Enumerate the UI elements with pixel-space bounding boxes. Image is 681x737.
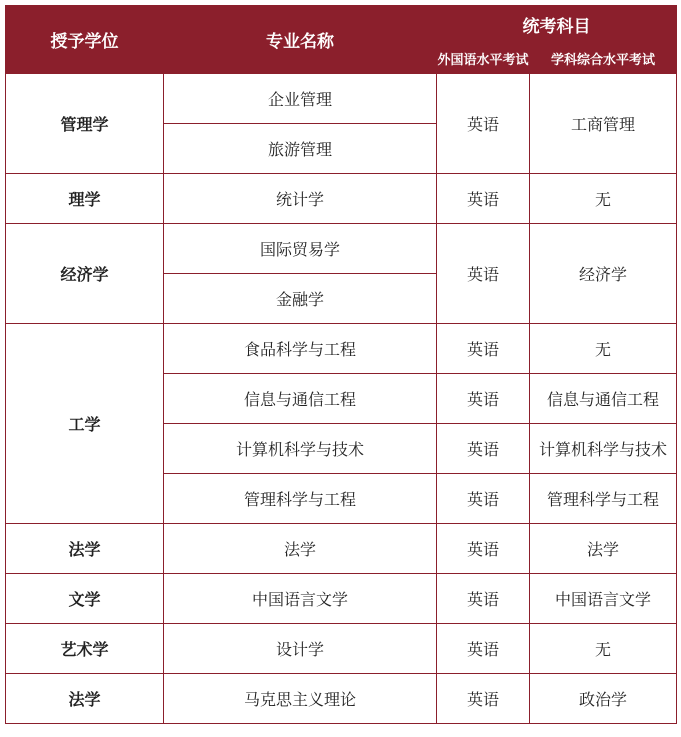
comprehensive-cell: 信息与通信工程 bbox=[530, 374, 677, 424]
header-major: 专业名称 bbox=[164, 6, 437, 74]
table-row bbox=[6, 524, 677, 574]
foreign-cell: 英语 bbox=[437, 474, 530, 524]
major-cell: 设计学 bbox=[164, 624, 437, 674]
degree-cell: 经济学 bbox=[6, 224, 164, 324]
foreign-cell: 英语 bbox=[437, 224, 530, 324]
exam-subjects-table bbox=[5, 5, 677, 724]
major-cell: 管理科学与工程 bbox=[164, 474, 437, 524]
degree-cell: 法学 bbox=[6, 524, 164, 574]
major-cell: 旅游管理 bbox=[164, 124, 437, 174]
degree-cell: 工学 bbox=[6, 324, 164, 524]
header-exam-group: 统考科目 bbox=[437, 6, 677, 43]
foreign-cell: 英语 bbox=[437, 574, 530, 624]
foreign-cell: 英语 bbox=[437, 324, 530, 374]
degree-cell: 理学 bbox=[6, 174, 164, 224]
comprehensive-cell: 法学 bbox=[530, 524, 677, 574]
degree-cell: 法学 bbox=[6, 674, 164, 724]
major-cell: 中国语言文学 bbox=[164, 574, 437, 624]
foreign-cell: 英语 bbox=[437, 624, 530, 674]
major-cell: 企业管理 bbox=[164, 74, 437, 124]
degree-cell: 管理学 bbox=[6, 74, 164, 174]
header-degree: 授予学位 bbox=[6, 6, 164, 74]
comprehensive-cell: 经济学 bbox=[530, 224, 677, 324]
table-row bbox=[6, 74, 677, 124]
table-row bbox=[6, 324, 677, 374]
foreign-cell: 英语 bbox=[437, 424, 530, 474]
comprehensive-cell: 管理科学与工程 bbox=[530, 474, 677, 524]
table-row bbox=[6, 624, 677, 674]
foreign-cell: 英语 bbox=[437, 674, 530, 724]
foreign-cell: 英语 bbox=[437, 524, 530, 574]
major-cell: 信息与通信工程 bbox=[164, 374, 437, 424]
major-cell: 法学 bbox=[164, 524, 437, 574]
major-cell: 马克思主义理论 bbox=[164, 674, 437, 724]
comprehensive-cell: 无 bbox=[530, 174, 677, 224]
comprehensive-cell: 无 bbox=[530, 324, 677, 374]
foreign-cell: 英语 bbox=[437, 74, 530, 174]
table-row bbox=[6, 224, 677, 274]
comprehensive-cell: 工商管理 bbox=[530, 74, 677, 174]
major-cell: 金融学 bbox=[164, 274, 437, 324]
table-row bbox=[6, 174, 677, 224]
comprehensive-cell: 计算机科学与技术 bbox=[530, 424, 677, 474]
degree-cell: 艺术学 bbox=[6, 624, 164, 674]
major-cell: 统计学 bbox=[164, 174, 437, 224]
major-cell: 国际贸易学 bbox=[164, 224, 437, 274]
major-cell: 计算机科学与技术 bbox=[164, 424, 437, 474]
header-foreign-language: 外国语水平考试 bbox=[437, 43, 530, 74]
degree-cell: 文学 bbox=[6, 574, 164, 624]
foreign-cell: 英语 bbox=[437, 374, 530, 424]
table-row bbox=[6, 574, 677, 624]
header-comprehensive: 学科综合水平考试 bbox=[530, 43, 677, 74]
comprehensive-cell: 政治学 bbox=[530, 674, 677, 724]
comprehensive-cell: 中国语言文学 bbox=[530, 574, 677, 624]
table-row bbox=[6, 674, 677, 724]
foreign-cell: 英语 bbox=[437, 174, 530, 224]
major-cell: 食品科学与工程 bbox=[164, 324, 437, 374]
comprehensive-cell: 无 bbox=[530, 624, 677, 674]
